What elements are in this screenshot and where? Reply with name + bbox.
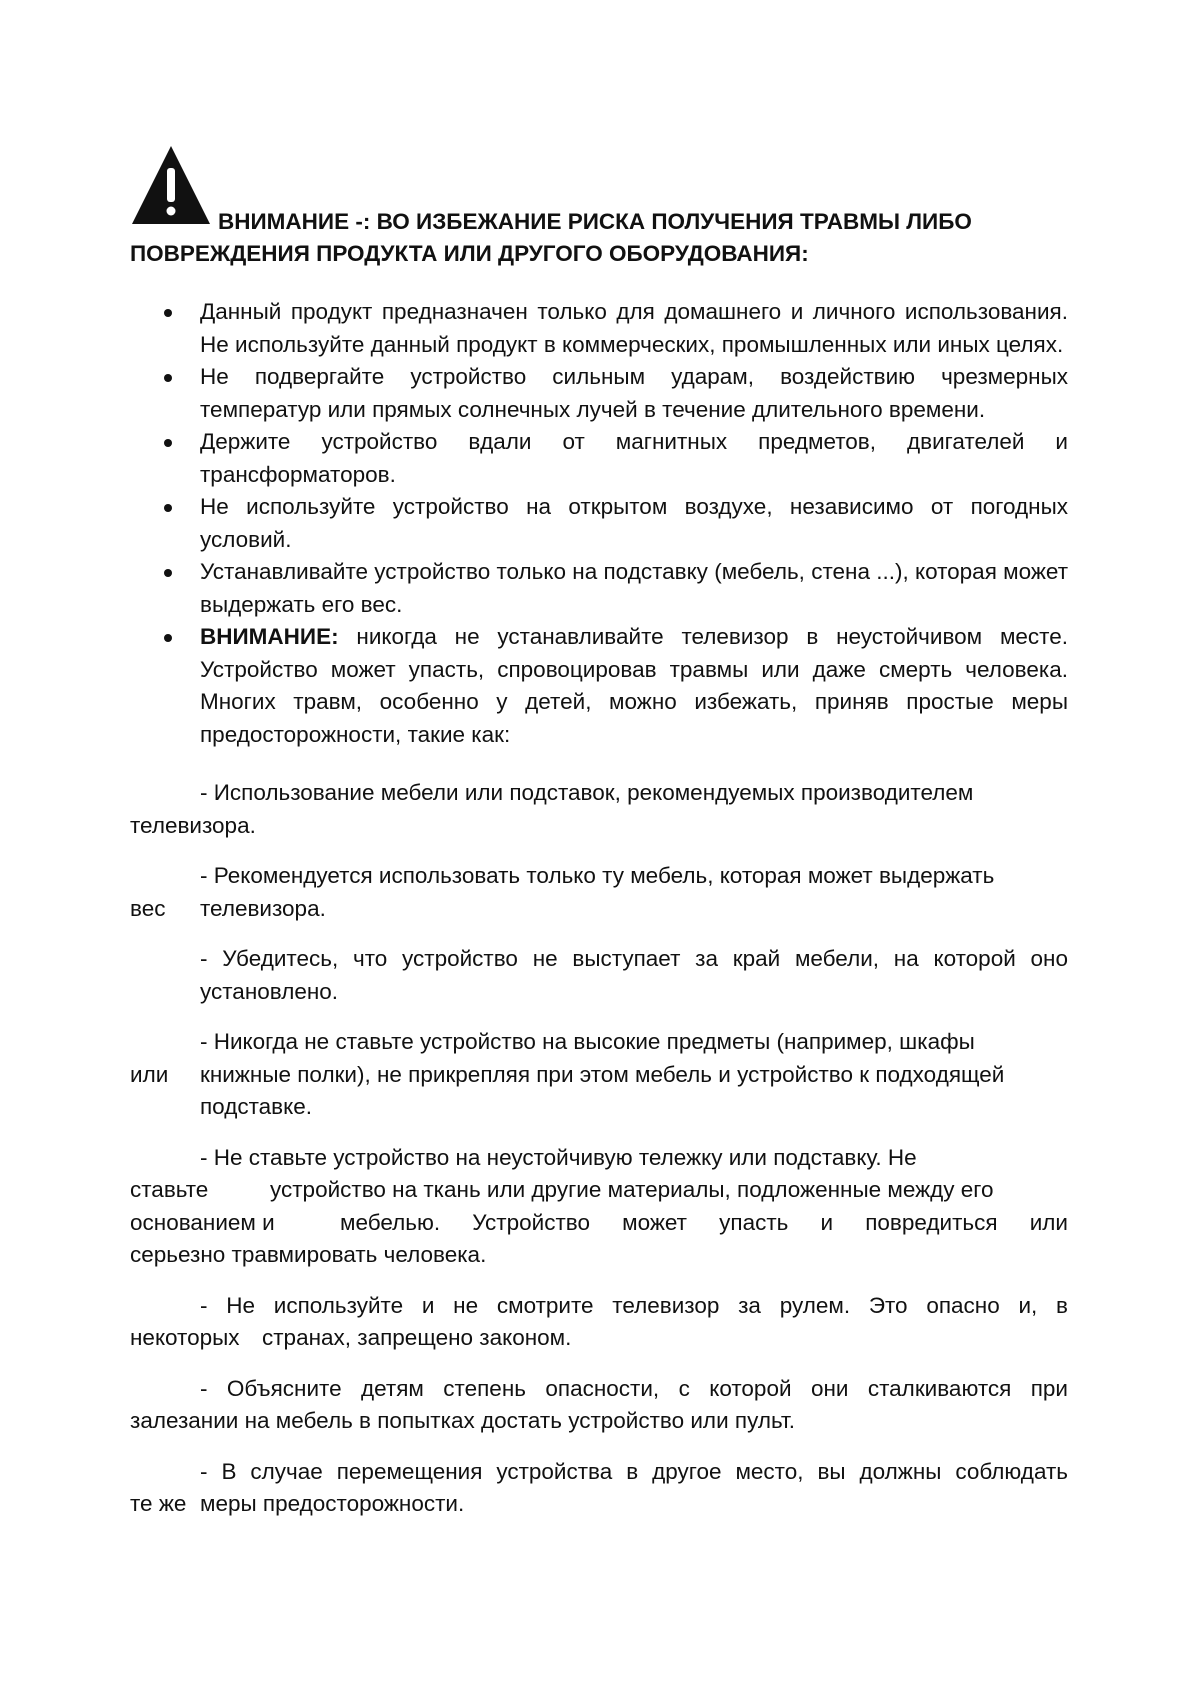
bullet-dot [164, 569, 172, 577]
precaution-item: - В случае перемещения устройства в другое место, вы должны соблюдать те же меры предосторожности. [130, 1458, 1068, 1516]
list-item-warning: ВНИМАНИЕ: никогда не устанавливайте телевизор в неустойчивом месте. Устройство может упасть, спровоцировав травмы или даже смерть человека. Многих травм, особенно у детей, можно избежать, приняв простые меры предосторожности, такие как: [130, 621, 1068, 751]
list-item: Устанавливайте устройство только на подставку (мебель, стена ...), которая может выдержать его вес. [130, 556, 1068, 621]
warning-title-line2: ПОВРЕЖДЕНИЯ ПРОДУКТА ИЛИ ДРУГОГО ОБОРУДОВАНИЯ: [130, 241, 809, 266]
warning-label: ВНИМАНИЕ: [200, 624, 339, 649]
precaution-item: - Никогда не ставьте устройство на высокие предметы (например, шкафы или книжные полки), не прикрепляя при этом мебель и устройство к подходящей подставке. [130, 1029, 1005, 1119]
bullet-dot [164, 374, 172, 382]
precaution-item: - Убедитесь, что устройство не выступает за край мебели, на которой оно установлено. [200, 946, 1068, 1004]
list-item: Держите устройство вдали от магнитных предметов, двигателей и трансформаторов. [130, 426, 1068, 491]
bullet-dot [164, 504, 172, 512]
warning-triangle-icon [130, 144, 212, 226]
precaution-item: - Не ставьте устройство на неустойчивую тележку или подставку. Не ставьте устройство на ткань или другие материалы, подложенные между его основанием и мебелью. Устройство может упасть и повредиться или серьезно травмировать человека. [130, 1144, 1068, 1267]
bullet-dot [164, 439, 172, 447]
list-item: Данный продукт предназначен только для домашнего и личного использования. Не используйте данный продукт в коммерческих, промышленных или иных целях. [130, 296, 1068, 361]
precautions-list [130, 777, 1068, 1521]
list-item: Не подвергайте устройство сильным ударам, воздействию чрезмерных температур или прямых солнечных лучей в течение длительного времени. [130, 361, 1068, 426]
bullet-dot [164, 634, 172, 642]
warning-title-line1: ВНИМАНИЕ -: ВО ИЗБЕЖАНИЕ РИСКА ПОЛУЧЕНИЯ ТРАВМЫ ЛИБО [218, 209, 972, 234]
list-item: Не используйте устройство на открытом воздухе, независимо от погодных условий. [130, 491, 1068, 556]
safety-bullet-list [130, 296, 1068, 751]
precaution-item: - Объясните детям степень опасности, с которой они сталкиваются при залезании на мебель в попытках достать устройство или пульт. [130, 1375, 1068, 1433]
precaution-item: - Не используйте и не смотрите телевизор за рулем. Это опасно и, в некоторых странах, запрещено законом. [130, 1292, 1068, 1350]
precaution-item: - Рекомендуется использовать только ту мебель, которая может выдержать вес телевизора. [130, 863, 995, 921]
precaution-item: - Использование мебели или подставок, рекомендуемых производителем телевизора. [130, 780, 974, 838]
warning-header [130, 150, 1068, 270]
document-page [130, 150, 1068, 1539]
bullet-dot [164, 309, 172, 317]
